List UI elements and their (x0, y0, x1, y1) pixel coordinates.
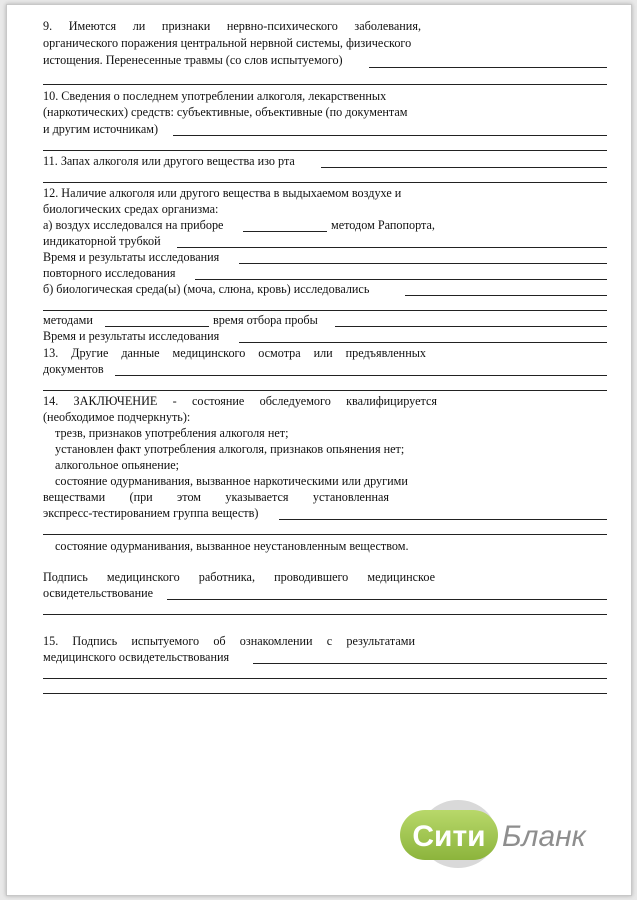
item12-line3a: а) воздух исследовался на приборе (43, 218, 224, 232)
item14-option-sober[interactable]: трезв, признаков употребления алкоголя нет; (55, 426, 289, 440)
item11-line1: 11. Запах алкоголя или другого вещества изо рта (43, 154, 295, 168)
item15-signature-field-2[interactable] (43, 678, 607, 679)
logo-part-blank: Бланк (502, 820, 586, 853)
item12-line4: индикаторной трубкой (43, 234, 161, 248)
item12-bio-line[interactable] (405, 295, 607, 296)
logo-part-citi: Сити (412, 820, 486, 853)
item9-line3: истощения. Перенесенные травмы (со слов испытуемого) (43, 53, 343, 67)
item14-line2: (необходимое подчеркнуть): (43, 410, 191, 424)
item11-answer-line[interactable] (321, 167, 607, 168)
item9-answer-line[interactable] (369, 67, 607, 68)
item12-line6: повторного исследования (43, 266, 176, 280)
item13-line1: 13. Другие данные медицинского осмотра или предъявленных (43, 346, 426, 360)
item14-option-unknown-substance[interactable]: состояние одурманивания, вызванное неустановленным веществом. (55, 539, 409, 553)
item12-line5: Время и результаты исследования (43, 250, 220, 264)
item15-signature-field-3[interactable] (43, 693, 607, 694)
item12-line8b: время отбора пробы (213, 313, 318, 327)
item13-answer-line[interactable] (115, 375, 607, 376)
item14-substance-line[interactable] (279, 519, 607, 520)
item12-line7: б) биологическая среда(ы) (моча, слюна, кровь) исследовались (43, 282, 370, 296)
item12-results-line-2[interactable] (239, 342, 607, 343)
item10-line3: и другим источникам) (43, 122, 159, 136)
item15-line2: медицинского освидетельствования (43, 650, 230, 664)
item12-line8a: методами (43, 313, 93, 327)
item12-line1: 12. Наличие алкоголя или другого вещества в выдыхаемом воздухе и (43, 186, 402, 200)
item12-bio-line-2[interactable] (43, 310, 607, 311)
item14-option-narcotic-line2[interactable]: веществами (при этом указывается установленная (43, 490, 389, 504)
item14-substance-line-2[interactable] (43, 534, 607, 535)
item14-option-use-no-intoxication[interactable]: установлен факт употребления алкоголя, признаков опьянения нет; (55, 442, 405, 456)
item12-tube-line[interactable] (177, 247, 607, 248)
signature-field[interactable] (167, 599, 607, 600)
item12-results-line[interactable] (239, 263, 607, 264)
signature-line1: Подпись медицинского работника, проводившего медицинское (43, 570, 435, 584)
item9-answer-line-2[interactable] (43, 84, 607, 85)
item10-answer-line-2[interactable] (43, 150, 607, 151)
item12-sample-time-line[interactable] (335, 326, 607, 327)
item12-line2: биологических средах организма: (43, 202, 219, 216)
item12-line9: Время и результаты исследования (43, 329, 220, 343)
item14-option-alcohol-intoxication[interactable]: алкогольное опьянение; (55, 458, 180, 472)
citiblank-logo (398, 792, 628, 872)
item10-line1: 10. Сведения о последнем употреблении алкоголя, лекарственных (43, 89, 387, 103)
item12-repeat-line[interactable] (195, 279, 607, 280)
item15-line1: 15. Подпись испытуемого об ознакомлении с результатами (43, 634, 415, 648)
signature-line2: освидетельствование (43, 586, 154, 600)
item14-option-narcotic-line1[interactable]: состояние одурманивания, вызванное наркотическими или другими (55, 474, 408, 488)
item9-line1: 9. Имеются ли признаки нервно-психического заболевания, (43, 19, 421, 33)
item12-line3b: методом Рапопорта, (331, 218, 435, 232)
form-page (6, 4, 632, 896)
item12-device-line[interactable] (243, 231, 327, 232)
item13-line2: документов (43, 362, 104, 376)
item9-line2: органического поражения центральной нервной системы, физического (43, 36, 412, 50)
item10-line2: (наркотических) средств: субъективные, объективные (по документам (43, 105, 408, 119)
item13-answer-line-2[interactable] (43, 390, 607, 391)
item12-methods-line[interactable] (105, 326, 209, 327)
item15-signature-field[interactable] (253, 663, 607, 664)
item10-answer-line[interactable] (173, 135, 607, 136)
signature-field-2[interactable] (43, 614, 607, 615)
item14-option-narcotic-line3[interactable]: экспресс-тестированием группа веществ) (43, 506, 259, 520)
item11-answer-line-2[interactable] (43, 182, 607, 183)
item14-line1: 14. ЗАКЛЮЧЕНИЕ - состояние обследуемого квалифицируется (43, 394, 437, 408)
